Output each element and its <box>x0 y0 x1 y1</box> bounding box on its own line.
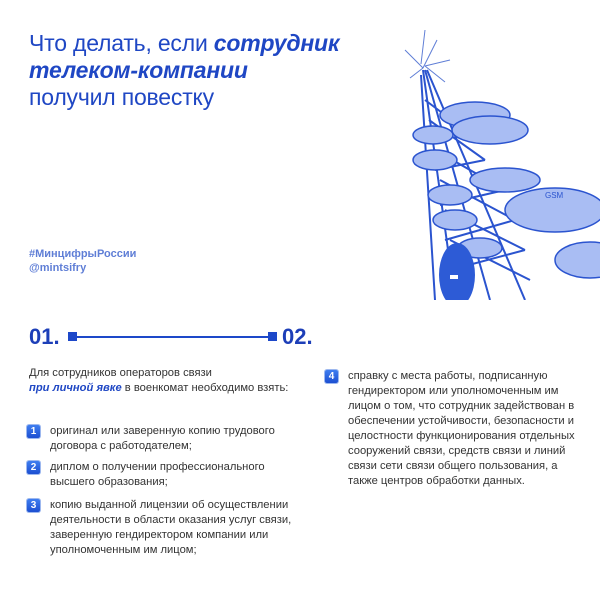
gsm-label: GSM <box>545 191 564 200</box>
page-title <box>29 30 339 111</box>
number-badge-4: 4 <box>325 370 338 383</box>
title-line3: получил повестку <box>29 84 214 110</box>
list-item-text: справку с места работы, подписанную гендиректором или уполномоченным им лицом о том, что сотрудник задействован в обеспечении устойчивости, безопасности и целостности функционирования отдельных сооружений связи, средств связи и линий связи сети связи общего пользования, а также центров обработки данных. <box>348 370 575 487</box>
title-line2: телеком-компании <box>29 57 248 83</box>
timeline-marker-end <box>268 332 277 341</box>
social-handle[interactable]: @mintsifry <box>29 262 87 274</box>
list-item-text: диплом о получении профессионального высшего образования; <box>50 461 265 488</box>
telecom-tower-illustration <box>395 20 600 300</box>
number-badge-1: 1 <box>27 425 40 438</box>
social-tags <box>29 247 136 275</box>
number-badge-2: 2 <box>27 461 40 474</box>
timeline-connector <box>72 336 272 338</box>
list-item <box>27 460 287 490</box>
step-number-2: 02. <box>282 324 313 349</box>
title-line1: Что делать, если <box>29 30 214 56</box>
number-badge-3: 3 <box>27 499 40 512</box>
intro-emphasis: при личной явке <box>29 382 122 394</box>
list-item-text: оригинал или заверенную копию трудового договора с работодателем; <box>50 425 275 452</box>
title-emphasis: сотрудник <box>213 30 340 56</box>
list-item-text: копию выданной лицензии об осуществлении деятельности в области оказания услуг связи, заверенную гендиректором компании или уполномоченным им лицом; <box>50 499 292 556</box>
step-number-1: 01. <box>29 324 60 349</box>
hashtag[interactable]: #МинцифрыРоссии <box>29 248 137 260</box>
section1-intro <box>29 366 299 396</box>
list-item <box>325 369 575 489</box>
list-item <box>27 498 297 558</box>
intro-text: Для сотрудников операторов связи <box>29 367 212 379</box>
list-item <box>27 424 287 454</box>
intro-text-2: в военкомат необходимо взять: <box>121 382 289 394</box>
